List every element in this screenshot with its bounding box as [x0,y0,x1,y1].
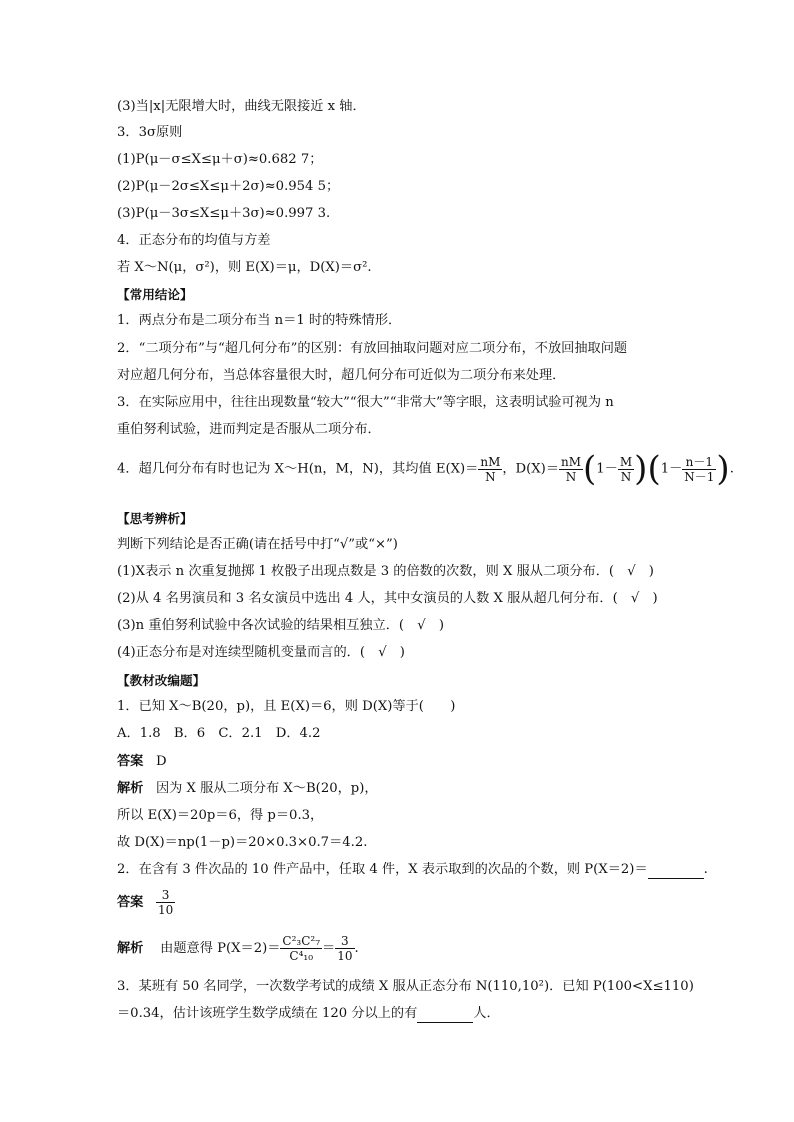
combination-denominator: C⁴₁₀ [289,949,314,963]
result-fraction [335,934,354,963]
term1-fraction [618,455,634,484]
heading-normal-mean-variance: 4．正态分布的均值与方差 [117,233,271,248]
text-line-judge-2: (2)从 4 名男演员和 3 名女演员中选出 4 人，其中女演员的人数 X 服从超几何分布．( √ ) [117,591,658,606]
variance-numerator: nM [561,454,582,469]
problem-1-analysis-line-3: 故 D(X)＝np(1－p)＝20×0.3×0.7＝4.2. [117,835,368,850]
right-paren-1: ) [634,449,648,489]
problem-3-end: 人． [473,1006,500,1021]
text-line-conclusion-3a: 3．在实际应用中，往往出现数量“较大”“很大”“非常大”等字眼，这表明试验可视为 n [117,395,614,410]
section-heading-textbook-problems: 【教材改编题】 [117,673,206,688]
term1-numerator: M [619,454,633,469]
text-line-conclusion-2b: 对应超几何分布，当总体容量很大时，超几何分布可近似为二项分布来处理． [117,368,566,383]
text-line-3sigma: (3)P(μ－3σ≤X≤μ＋3σ)≈0.997 3. [117,206,331,221]
text-line-normal-curve-property: (3)当|x|无限增大时，曲线无限接近 x 轴． [117,99,366,114]
problem-1-analysis-line-2: 所以 E(X)＝20p＝6，得 p＝0.3， [117,808,324,823]
result-denominator: 10 [337,949,353,963]
problem-3-stem-line-2 [117,1005,500,1023]
text-line-normal-mean-variance: 若 X～N(μ，σ²)，则 E(X)＝μ，D(X)＝σ². [117,260,372,275]
problem-3-stem-line-1: 3．某班有 50 名同学，一次数学考试的成绩 X 服从正态分布 N(110,10²)．已知 P(100<X≤110) [117,979,694,994]
problem-3-text: ＝0.34，估计该班学生数学成绩在 120 分以上的有 [117,1006,418,1021]
problem-1-stem: 1．已知 X～B(20，p)，且 E(X)＝6，则 D(X)等于( ) [117,699,456,714]
right-paren-2: ) [716,449,730,489]
answer-label-2: 答案 [117,895,144,910]
heading-3sigma-rule: 3．3σ原则 [117,125,183,140]
answer-blank-2 [648,861,704,879]
text-line-judge-1: (1)X表示 n 次重复抛掷 1 枚骰子出现点数是 3 的倍数的次数，则 X 服从二项分布．( √ ) [117,564,654,579]
combination-fraction [280,934,322,963]
answer-2-denominator: 10 [157,903,174,917]
variance-label: ，D(X)＝ [502,461,560,477]
section-heading-reflection: 【思考辨析】 [117,511,193,526]
answer-blank-3 [417,1005,473,1023]
analysis-text: 因为 X 服从二项分布 X～B(20，p)， [155,781,378,796]
equals-sign: ＝ [322,941,336,956]
problem-2-stem [117,861,708,879]
text-line-conclusion-2a: 2．“二项分布”与“超几何分布”的区别：有放回抽取问题对应二项分布，不放回抽取问题 [117,341,628,356]
mean-numerator: nM [480,454,501,469]
answer-2-numerator: 3 [156,888,175,903]
mean-fraction [478,455,502,484]
problem-1-options: A．1.8 B．6 C．2.1 D．4.2 [117,726,321,741]
problem-2-end: . [703,862,708,877]
result-numerator: 3 [335,934,354,949]
formula-end: . [729,461,734,477]
analysis-2-text: 由题意得 P(X＝2)＝ [160,941,281,956]
text-line-conclusion-1: 1．两点分布是二项分布当 n＝1 时的特殊情形． [117,313,402,328]
conclusion-4-text: 4．超几何分布有时也记为 X～H(n，M，N)，其均值 E(X)＝ [117,461,479,477]
analysis-label-2: 解析 [117,941,144,956]
term2-denominator: N－1 [684,469,715,484]
text-line-1sigma: (1)P(μ－σ≤X≤μ＋σ)≈0.682 7； [117,152,323,167]
term2-fraction [682,455,716,484]
text-line-judge-3: (3)n 重伯努利试验中各次试验的结果相互独立．( √ ) [117,618,444,633]
text-line-judge-4: (4)正态分布是对连续型随机变量而言的．( √ ) [117,645,405,660]
term1-denominator: N [620,469,632,484]
answer-value: D [155,754,167,769]
problem-2-text: 2．在含有 3 件次品的 10 件产品中，任取 4 件，X 表示取到的次品的个数，则 P(X＝2)＝ [117,862,648,877]
variance-denominator: N [565,469,577,484]
text-line-2sigma: (2)P(μ－2σ≤X≤μ＋2σ)≈0.954 5； [117,179,340,194]
variance-fraction [559,455,583,484]
text-line-judge-instructions: 判断下列结论是否正确(请在括号中打“√”或“×”) [117,537,398,552]
term2-numerator: n－1 [682,455,716,470]
answer-fraction-2 [156,888,175,917]
term2-prefix: 1－ [660,461,683,477]
mean-denominator: N [485,469,496,484]
problem-2-answer [117,886,175,920]
analysis-label: 解析 [117,781,144,796]
section-heading-common-conclusions: 【常用结论】 [117,287,193,302]
text-line-conclusion-3b: 重伯努利试验，进而判定是否服从二项分布． [117,422,381,437]
left-paren-1: ( [583,449,597,489]
problem-1-answer [117,753,167,770]
answer-label: 答案 [117,754,144,769]
left-paren-2: ( [647,449,661,489]
text-line-conclusion-4 [117,449,734,489]
term1-prefix: 1－ [596,461,618,477]
combination-numerator: C²₃C²₇ [282,934,321,948]
problem-1-analysis-line-1 [117,780,378,797]
problem-2-analysis [117,932,359,966]
analysis-2-end: . [354,941,359,956]
